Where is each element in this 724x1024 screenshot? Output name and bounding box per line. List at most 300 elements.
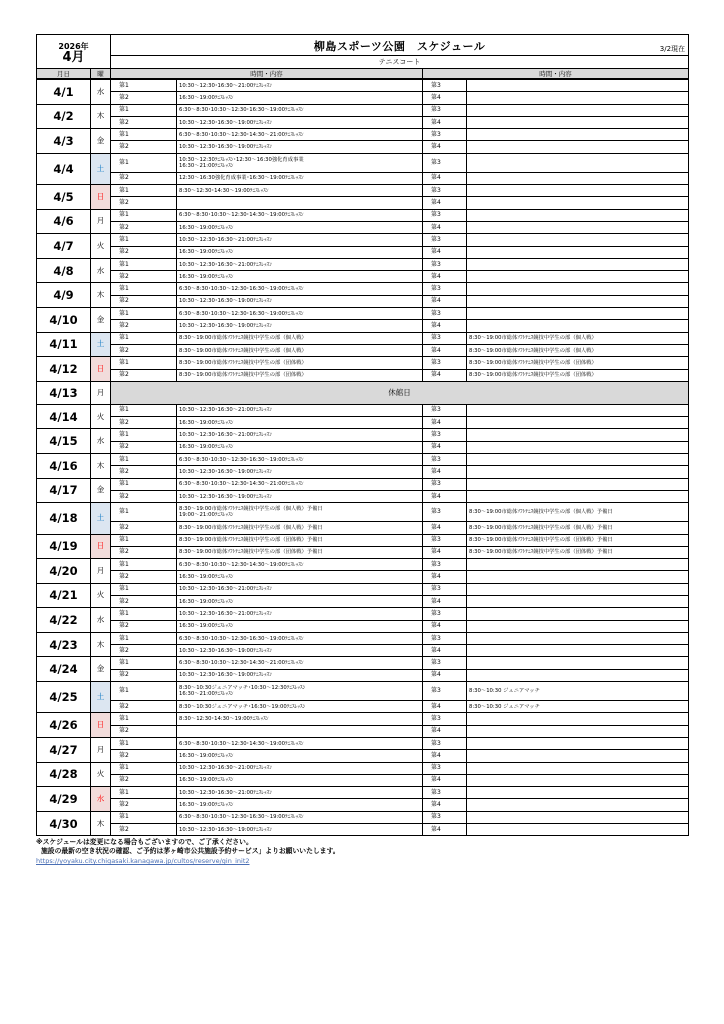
court-slot-label: 第4 xyxy=(423,246,467,258)
court-4-content xyxy=(467,571,689,583)
court-3-content xyxy=(467,632,689,644)
court-3-content: 8:30～19:00市総体ｿﾌﾄﾃﾆｽ競技中学生の部（個人戦）予備日 xyxy=(467,503,689,522)
date-cell: 4/4 xyxy=(37,153,91,184)
court-slot-label: 第2 xyxy=(111,750,177,762)
court-slot-label: 第2 xyxy=(111,197,177,209)
court-slot-label: 第4 xyxy=(423,645,467,657)
weekday-cell: 木 xyxy=(91,811,111,836)
schedule-row xyxy=(37,417,689,429)
court-slot-label: 第2 xyxy=(111,295,177,307)
court-slot-label: 第3 xyxy=(423,209,467,221)
court-slot-label: 第2 xyxy=(111,620,177,632)
court-slot-label: 第2 xyxy=(111,701,177,713)
court-slot-label: 第3 xyxy=(423,153,467,172)
schedule-row xyxy=(37,80,689,92)
schedule-row xyxy=(37,185,689,197)
schedule-header xyxy=(36,34,689,79)
schedule-row xyxy=(37,104,689,116)
court-2-content: 10:30～12:30･16:30～19:00ﾃﾆｽﾚｯｽﾝ xyxy=(177,669,423,681)
court-4-content xyxy=(467,246,689,258)
weekday-cell: 金 xyxy=(91,478,111,503)
date-cell: 4/7 xyxy=(37,234,91,259)
court-slot-label: 第4 xyxy=(423,824,467,836)
weekday-cell: 月 xyxy=(91,737,111,762)
court-1-content: 6:30～8:30･10:30～12:30･16:30～19:00ﾃﾆｽﾚｯｽﾝ xyxy=(177,308,423,320)
court-slot-label: 第3 xyxy=(423,713,467,725)
weekday-cell: 金 xyxy=(91,657,111,682)
date-cell: 4/17 xyxy=(37,478,91,503)
court-slot-label: 第3 xyxy=(423,478,467,490)
schedule-row xyxy=(37,583,689,595)
court-3-content xyxy=(467,454,689,466)
court-1-content: 10:30～12:30･16:30～21:00ﾃﾆｽﾚｯｽﾝ xyxy=(177,404,423,416)
court-slot-label: 第2 xyxy=(111,246,177,258)
date-cell: 4/2 xyxy=(37,104,91,129)
note-line-1: ※スケジュールは変更になる場合もございますので、ご了承ください。 xyxy=(36,838,253,847)
court-1-content: 10:30～12:30･16:30～21:00ﾃﾆｽﾚｯｽﾝ xyxy=(177,583,423,595)
court-2-content: 16:30～19:00ﾃﾆｽﾚｯｽﾝ xyxy=(177,571,423,583)
court-slot-label: 第2 xyxy=(111,490,177,502)
court-slot-label: 第2 xyxy=(111,725,177,737)
date-cell: 4/15 xyxy=(37,429,91,454)
court-2-content: 10:30～12:30･16:30～19:00ﾃﾆｽﾚｯｽﾝ xyxy=(177,141,423,153)
court-slot-label: 第3 xyxy=(423,357,467,369)
court-slot-label: 第1 xyxy=(111,153,177,172)
court-4-content xyxy=(467,320,689,332)
court-slot-label: 第1 xyxy=(111,357,177,369)
court-4-content xyxy=(467,295,689,307)
court-slot-label: 第4 xyxy=(423,669,467,681)
court-1-content: 6:30～8:30･10:30～12:30･16:30～19:00ﾃﾆｽﾚｯｽﾝ xyxy=(177,283,423,295)
court-3-content xyxy=(467,404,689,416)
court-slot-label: 第1 xyxy=(111,283,177,295)
court-slot-label: 第2 xyxy=(111,221,177,233)
schedule-row xyxy=(37,608,689,620)
court-3-content: 8:30～19:00市総体ｿﾌﾄﾃﾆｽ競技中学生の部（団体戦） xyxy=(467,357,689,369)
year-month-cell xyxy=(37,35,111,69)
court-2-content: 10:30～12:30･16:30～19:00ﾃﾆｽﾚｯｽﾝ xyxy=(177,824,423,836)
court-2-content: 16:30～19:00ﾃﾆｽﾚｯｽﾝ xyxy=(177,417,423,429)
schedule-row xyxy=(37,381,689,404)
court-4-content xyxy=(467,620,689,632)
court-3-content xyxy=(467,559,689,571)
court-slot-label: 第2 xyxy=(111,320,177,332)
schedule-row xyxy=(37,657,689,669)
court-slot-label: 第4 xyxy=(423,320,467,332)
col-date-header: 月日 xyxy=(37,69,91,79)
date-cell: 4/30 xyxy=(37,811,91,836)
court-slot-label: 第4 xyxy=(423,271,467,283)
court-2-content: 10:30～12:30･16:30～19:00ﾃﾆｽﾚｯｽﾝ xyxy=(177,320,423,332)
court-slot-label: 第3 xyxy=(423,308,467,320)
weekday-cell: 日 xyxy=(91,534,111,559)
schedule-row xyxy=(37,116,689,128)
court-3-content xyxy=(467,209,689,221)
court-slot-label: 第4 xyxy=(423,620,467,632)
court-slot-label: 第1 xyxy=(111,478,177,490)
weekday-cell: 土 xyxy=(91,153,111,184)
court-4-content xyxy=(467,271,689,283)
court-3-content xyxy=(467,234,689,246)
court-slot-label: 第2 xyxy=(111,645,177,657)
date-cell: 4/6 xyxy=(37,209,91,234)
court-slot-label: 第4 xyxy=(423,295,467,307)
court-1-content: 10:30～12:30･16:30～21:00ﾃﾆｽﾚｯｽﾝ xyxy=(177,787,423,799)
court-slot-label: 第2 xyxy=(111,141,177,153)
court-4-content xyxy=(467,824,689,836)
schedule-row xyxy=(37,811,689,823)
court-slot-label: 第3 xyxy=(423,608,467,620)
court-slot-label: 第2 xyxy=(111,595,177,607)
court-slot-label: 第1 xyxy=(111,258,177,270)
court-2-content: 8:30～19:00市総体ｿﾌﾄﾃﾆｽ競技中学生の部（個人戦）予備日 xyxy=(177,522,423,534)
court-slot-label: 第1 xyxy=(111,429,177,441)
court-1-content: 6:30～8:30･10:30～12:30･14:30～19:00ﾃﾆｽﾚｯｽﾝ xyxy=(177,737,423,749)
court-slot-label: 第1 xyxy=(111,811,177,823)
court-slot-label: 第4 xyxy=(423,725,467,737)
reservation-link[interactable]: https://yoyaku.city.chigasaki.kanagawa.jp/cultos/reserve/gin_init2 xyxy=(36,857,250,866)
date-cell: 4/8 xyxy=(37,258,91,283)
court-slot-label: 第1 xyxy=(111,762,177,774)
court-slot-label: 第3 xyxy=(423,258,467,270)
weekday-cell: 土 xyxy=(91,682,111,713)
weekday-cell: 日 xyxy=(91,185,111,210)
court-slot-label: 第1 xyxy=(111,713,177,725)
court-slot-label: 第3 xyxy=(423,559,467,571)
court-slot-label: 第4 xyxy=(423,701,467,713)
court-3-content xyxy=(467,811,689,823)
court-2-content: 10:30～12:30･16:30～19:00ﾃﾆｽﾚｯｽﾝ xyxy=(177,295,423,307)
weekday-cell: 火 xyxy=(91,762,111,787)
court-2-content: 16:30～19:00ﾃﾆｽﾚｯｽﾝ xyxy=(177,441,423,453)
court-4-content xyxy=(467,417,689,429)
schedule-row xyxy=(37,669,689,681)
court-1-content: 6:30～8:30･10:30～12:30･14:30～19:00ﾃﾆｽﾚｯｽﾝ xyxy=(177,559,423,571)
schedule-row xyxy=(37,713,689,725)
date-cell: 4/18 xyxy=(37,503,91,534)
schedule-row xyxy=(37,308,689,320)
court-slot-label: 第1 xyxy=(111,129,177,141)
schedule-row xyxy=(37,824,689,836)
court-slot-label: 第1 xyxy=(111,583,177,595)
schedule-row xyxy=(37,725,689,737)
col-time-left-header: 時間・内容 xyxy=(111,69,423,79)
court-3-content xyxy=(467,737,689,749)
court-3-content xyxy=(467,429,689,441)
date-cell: 4/19 xyxy=(37,534,91,559)
court-1-content: 6:30～8:30･10:30～12:30･16:30～19:00ﾃﾆｽﾚｯｽﾝ xyxy=(177,632,423,644)
schedule-row xyxy=(37,737,689,749)
court-4-content xyxy=(467,669,689,681)
court-2-content: 8:30～19:00市総体ｿﾌﾄﾃﾆｽ競技中学生の部（団体戦）予備日 xyxy=(177,546,423,558)
court-4-content xyxy=(467,595,689,607)
schedule-row xyxy=(37,172,689,184)
page-title: 柳島スポーツ公園 スケジュール xyxy=(313,40,486,53)
date-cell: 4/27 xyxy=(37,737,91,762)
court-2-content: 16:30～19:00ﾃﾆｽﾚｯｽﾝ xyxy=(177,92,423,104)
court-slot-label: 第1 xyxy=(111,559,177,571)
court-1-content: 8:30～12:30･14:30～19:00ﾃﾆｽﾚｯｽﾝ xyxy=(177,713,423,725)
court-slot-label: 第4 xyxy=(423,172,467,184)
court-slot-label: 第1 xyxy=(111,332,177,344)
schedule-row xyxy=(37,404,689,416)
court-1-content: 8:30～19:00市総体ｿﾌﾄﾃﾆｽ競技中学生の部（個人戦）予備日 19:00～21:00ﾃﾆｽﾚｯｽﾝ xyxy=(177,503,423,522)
court-slot-label: 第2 xyxy=(111,116,177,128)
court-slot-label: 第2 xyxy=(111,417,177,429)
court-4-content xyxy=(467,799,689,811)
court-2-content: 16:30～19:00ﾃﾆｽﾚｯｽﾝ xyxy=(177,774,423,786)
court-slot-label: 第4 xyxy=(423,546,467,558)
schedule-row xyxy=(37,559,689,571)
court-slot-label: 第3 xyxy=(423,104,467,116)
schedule-row xyxy=(37,522,689,534)
schedule-row xyxy=(37,466,689,478)
court-1-content: 10:30～12:30･16:30～21:00ﾃﾆｽﾚｯｽﾝ xyxy=(177,429,423,441)
court-slot-label: 第4 xyxy=(423,344,467,356)
weekday-cell: 日 xyxy=(91,357,111,382)
schedule-row xyxy=(37,357,689,369)
date-cell: 4/26 xyxy=(37,713,91,738)
court-3-content xyxy=(467,713,689,725)
court-3-content: 8:30～19:00市総体ｿﾌﾄﾃﾆｽ競技中学生の部（団体戦）予備日 xyxy=(467,534,689,546)
court-3-content: 8:30～10:30 ジュニアマッチ xyxy=(467,682,689,701)
court-slot-label: 第2 xyxy=(111,441,177,453)
court-slot-label: 第1 xyxy=(111,209,177,221)
date-cell: 4/25 xyxy=(37,682,91,713)
court-3-content xyxy=(467,308,689,320)
court-3-content xyxy=(467,583,689,595)
schedule-row xyxy=(37,283,689,295)
court-slot-label: 第1 xyxy=(111,185,177,197)
court-slot-label: 第1 xyxy=(111,737,177,749)
col-dow-header: 曜 xyxy=(91,69,111,79)
court-1-content: 6:30～8:30･10:30～12:30･16:30～19:00ﾃﾆｽﾚｯｽﾝ xyxy=(177,454,423,466)
schedule-row xyxy=(37,620,689,632)
schedule-row xyxy=(37,595,689,607)
court-label: テニスコート xyxy=(111,56,689,69)
schedule-row xyxy=(37,234,689,246)
court-4-content xyxy=(467,441,689,453)
schedule-row xyxy=(37,454,689,466)
weekday-cell: 木 xyxy=(91,632,111,657)
weekday-cell: 水 xyxy=(91,429,111,454)
court-slot-label: 第1 xyxy=(111,80,177,92)
court-3-content xyxy=(467,80,689,92)
schedule-row xyxy=(37,320,689,332)
court-slot-label: 第2 xyxy=(111,824,177,836)
court-3-content xyxy=(467,762,689,774)
court-slot-label: 第4 xyxy=(423,141,467,153)
schedule-row xyxy=(37,209,689,221)
court-2-content: 10:30～12:30･16:30～19:00ﾃﾆｽﾚｯｽﾝ xyxy=(177,645,423,657)
schedule-row xyxy=(37,429,689,441)
court-4-content xyxy=(467,490,689,502)
court-slot-label: 第2 xyxy=(111,571,177,583)
court-slot-label: 第4 xyxy=(423,799,467,811)
court-slot-label: 第3 xyxy=(423,583,467,595)
court-slot-label: 第3 xyxy=(423,811,467,823)
date-cell: 4/22 xyxy=(37,608,91,633)
court-2-content: 16:30～19:00ﾃﾆｽﾚｯｽﾝ xyxy=(177,799,423,811)
schedule-grid xyxy=(36,79,689,836)
court-slot-label: 第4 xyxy=(423,441,467,453)
court-slot-label: 第1 xyxy=(111,234,177,246)
weekday-cell: 火 xyxy=(91,234,111,259)
court-slot-label: 第4 xyxy=(423,595,467,607)
court-4-content xyxy=(467,750,689,762)
court-1-content: 6:30～8:30･10:30～12:30･14:30～19:00ﾃﾆｽﾚｯｽﾝ xyxy=(177,209,423,221)
court-3-content: 8:30～19:00市総体ｿﾌﾄﾃﾆｽ競技中学生の部（個人戦） xyxy=(467,332,689,344)
court-slot-label: 第4 xyxy=(423,197,467,209)
court-2-content: 8:30～19:00市総体ｿﾌﾄﾃﾆｽ競技中学生の部（個人戦） xyxy=(177,344,423,356)
court-3-content xyxy=(467,657,689,669)
court-slot-label: 第2 xyxy=(111,774,177,786)
weekday-cell: 月 xyxy=(91,209,111,234)
schedule-row xyxy=(37,750,689,762)
court-4-content xyxy=(467,197,689,209)
note-line-2: 施設の最新の空き状況の確認、ご予約は茅ヶ崎市公共施設予約サービス」よりお願いいたします。 xyxy=(41,847,340,856)
court-slot-label: 第4 xyxy=(423,221,467,233)
court-slot-label: 第3 xyxy=(423,787,467,799)
date-cell: 4/16 xyxy=(37,454,91,479)
schedule-row xyxy=(37,141,689,153)
weekday-cell: 金 xyxy=(91,129,111,154)
weekday-cell: 火 xyxy=(91,404,111,429)
court-4-content xyxy=(467,92,689,104)
court-4-content xyxy=(467,466,689,478)
court-1-content: 6:30～8:30･10:30～12:30･16:30～19:00ﾃﾆｽﾚｯｽﾝ xyxy=(177,811,423,823)
court-1-content: 8:30～19:00市総体ｿﾌﾄﾃﾆｽ競技中学生の部（個人戦） xyxy=(177,332,423,344)
closed-cell: 休館日 xyxy=(111,381,689,404)
court-slot-label: 第3 xyxy=(423,283,467,295)
court-slot-label: 第2 xyxy=(111,799,177,811)
court-1-content: 10:30～12:30･16:30～21:00ﾃﾆｽﾚｯｽﾝ xyxy=(177,234,423,246)
court-1-content: 10:30～12:30･16:30～21:00ﾃﾆｽﾚｯｽﾝ xyxy=(177,608,423,620)
court-slot-label: 第4 xyxy=(423,466,467,478)
weekday-cell: 水 xyxy=(91,80,111,105)
court-1-content: 10:30～12:30ﾃﾆｽﾚｯｽﾝ･12:30～16:30強化育成事業 16:30～21:00ﾃﾆｽﾚｯｽﾝ xyxy=(177,153,423,172)
court-2-content: 10:30～12:30･16:30～19:00ﾃﾆｽﾚｯｽﾝ xyxy=(177,466,423,478)
schedule-row xyxy=(37,197,689,209)
court-1-content: 8:30～12:30･14:30～19:00ﾃﾆｽﾚｯｽﾝ xyxy=(177,185,423,197)
schedule-row xyxy=(37,682,689,701)
schedule-row xyxy=(37,258,689,270)
court-slot-label: 第3 xyxy=(423,185,467,197)
schedule-row xyxy=(37,129,689,141)
weekday-cell: 水 xyxy=(91,258,111,283)
schedule-row xyxy=(37,221,689,233)
schedule-row xyxy=(37,534,689,546)
court-2-content: 8:30～10:30ジュニアマッチ･16:30～19:00ﾃﾆｽﾚｯｽﾝ xyxy=(177,701,423,713)
court-1-content: 8:30～10:30ジュニアマッチ･10:30～12:30ﾃﾆｽﾚｯｽﾝ 16:30～21:00ﾃﾆｽﾚｯｽﾝ xyxy=(177,682,423,701)
court-slot-label: 第1 xyxy=(111,657,177,669)
court-1-content: 6:30～8:30･10:30～12:30･16:30～19:00ﾃﾆｽﾚｯｽﾝ xyxy=(177,104,423,116)
schedule-row xyxy=(37,799,689,811)
schedule-row xyxy=(37,645,689,657)
court-slot-label: 第4 xyxy=(423,490,467,502)
court-slot-label: 第4 xyxy=(423,369,467,381)
court-slot-label: 第1 xyxy=(111,534,177,546)
court-2-content: 16:30～19:00ﾃﾆｽﾚｯｽﾝ xyxy=(177,620,423,632)
weekday-cell: 水 xyxy=(91,787,111,812)
schedule-row xyxy=(37,246,689,258)
weekday-cell: 土 xyxy=(91,503,111,534)
court-3-content xyxy=(467,129,689,141)
schedule-row xyxy=(37,271,689,283)
notes xyxy=(36,838,688,866)
schedule-row xyxy=(37,344,689,356)
weekday-cell: 木 xyxy=(91,454,111,479)
date-cell: 4/10 xyxy=(37,308,91,333)
weekday-cell: 月 xyxy=(91,559,111,584)
date-cell: 4/20 xyxy=(37,559,91,584)
court-slot-label: 第4 xyxy=(423,571,467,583)
court-slot-label: 第2 xyxy=(111,369,177,381)
schedule-row xyxy=(37,92,689,104)
date-cell: 4/14 xyxy=(37,404,91,429)
court-2-content: 12:30～16:30強化育成事業･16:30～19:00ﾃﾆｽﾚｯｽﾝ xyxy=(177,172,423,184)
schedule-row xyxy=(37,787,689,799)
schedule-sheet xyxy=(36,34,688,866)
date-cell: 4/5 xyxy=(37,185,91,210)
court-3-content xyxy=(467,153,689,172)
schedule-row xyxy=(37,762,689,774)
court-slot-label: 第1 xyxy=(111,454,177,466)
court-1-content: 10:30～12:30･16:30～21:00ﾃﾆｽﾚｯｽﾝ xyxy=(177,80,423,92)
court-4-content xyxy=(467,172,689,184)
weekday-cell: 日 xyxy=(91,713,111,738)
court-3-content xyxy=(467,608,689,620)
schedule-row xyxy=(37,774,689,786)
court-slot-label: 第1 xyxy=(111,608,177,620)
court-4-content xyxy=(467,725,689,737)
weekday-cell: 木 xyxy=(91,104,111,129)
court-4-content xyxy=(467,221,689,233)
weekday-cell: 水 xyxy=(91,608,111,633)
court-slot-label: 第3 xyxy=(423,503,467,522)
court-4-content xyxy=(467,116,689,128)
court-slot-label: 第3 xyxy=(423,332,467,344)
date-cell: 4/23 xyxy=(37,632,91,657)
title-cell xyxy=(111,35,689,56)
court-3-content xyxy=(467,185,689,197)
court-4-content: 8:30～10:30 ジュニアマッチ xyxy=(467,701,689,713)
court-3-content xyxy=(467,478,689,490)
court-slot-label: 第3 xyxy=(423,80,467,92)
court-slot-label: 第2 xyxy=(111,466,177,478)
schedule-row xyxy=(37,332,689,344)
schedule-row xyxy=(37,571,689,583)
court-2-content: 16:30～19:00ﾃﾆｽﾚｯｽﾝ xyxy=(177,271,423,283)
court-2-content xyxy=(177,725,423,737)
court-4-content: 8:30～19:00市総体ｿﾌﾄﾃﾆｽ競技中学生の部（個人戦）予備日 xyxy=(467,522,689,534)
court-4-content xyxy=(467,645,689,657)
year-label: 2026年 xyxy=(58,41,89,51)
court-slot-label: 第4 xyxy=(423,92,467,104)
schedule-row xyxy=(37,632,689,644)
court-slot-label: 第1 xyxy=(111,404,177,416)
court-slot-label: 第3 xyxy=(423,657,467,669)
court-1-content: 6:30～8:30･10:30～12:30･14:30～21:00ﾃﾆｽﾚｯｽﾝ xyxy=(177,129,423,141)
court-slot-label: 第4 xyxy=(423,116,467,128)
schedule-row xyxy=(37,701,689,713)
court-slot-label: 第3 xyxy=(423,534,467,546)
court-slot-label: 第2 xyxy=(111,92,177,104)
court-slot-label: 第4 xyxy=(423,522,467,534)
court-slot-label: 第1 xyxy=(111,104,177,116)
court-4-content: 8:30～19:00市総体ｿﾌﾄﾃﾆｽ競技中学生の部（個人戦） xyxy=(467,344,689,356)
date-cell: 4/11 xyxy=(37,332,91,357)
